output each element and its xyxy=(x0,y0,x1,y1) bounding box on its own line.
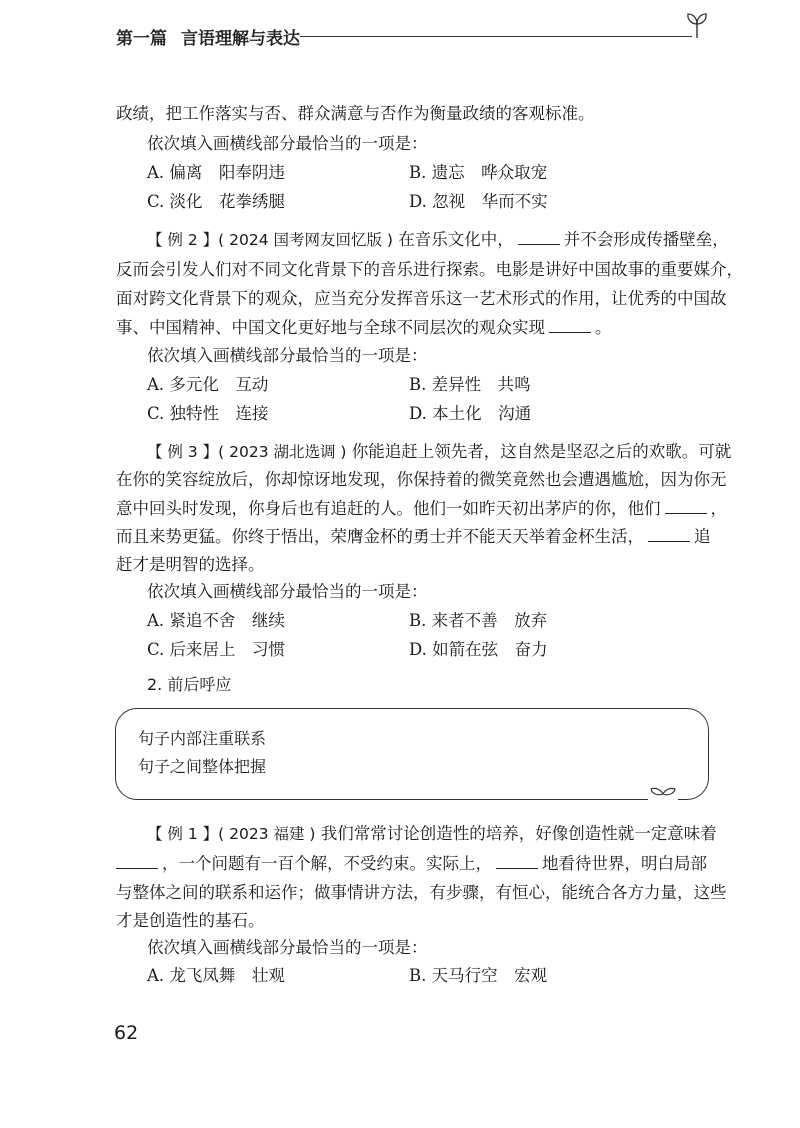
example3-text-e: 追 xyxy=(694,527,711,546)
example2-option-b: B. 差异性 共鸣 xyxy=(409,375,531,394)
example3-option-b: B. 来者不善 放弃 xyxy=(409,611,548,630)
example3-line1 xyxy=(147,442,731,462)
example1-text-b: ，一个问题有一百个解，不受约束。实际上， xyxy=(162,854,492,873)
section-heading: 2. 前后呼应 xyxy=(147,675,232,694)
example1-line4: 才是创造性的基石。 xyxy=(116,911,265,930)
answer-blank xyxy=(665,499,707,514)
example3-line3 xyxy=(116,499,727,519)
example2-text-d: 。 xyxy=(595,318,612,337)
example3-option-c: C. 后来居上 习惯 xyxy=(147,640,286,659)
running-header xyxy=(116,24,300,49)
example1-text-c: 地看待世界，明白局部 xyxy=(542,854,707,873)
answer-blank xyxy=(496,854,538,869)
example3-line4 xyxy=(116,527,711,547)
section-title: 言语理解与表达 xyxy=(181,29,300,49)
example1-option-b: B. 天马行空 宏观 xyxy=(409,966,548,985)
example1-text-a: 我们常常讨论创造性的培养，好像创造性就一定意味着 xyxy=(320,824,717,843)
example3-prompt: 依次填入画横线部分最恰当的一项是： xyxy=(147,582,428,601)
intro-line: 政绩，把工作落实与否、群众满意与否作为衡量政绩的客观标准。 xyxy=(116,104,595,123)
example3-option-a: A. 紧追不舍 继续 xyxy=(147,611,285,630)
sprout-icon xyxy=(680,8,714,42)
chapter-label: 第一篇 xyxy=(116,29,167,49)
intro-prompt: 依次填入画横线部分最恰当的一项是： xyxy=(147,134,428,153)
leaf-icon xyxy=(648,784,678,802)
header-rule xyxy=(300,36,692,37)
example3-tag: 【 例 3 】( 2023 湖北选调 ) xyxy=(147,443,347,461)
answer-blank xyxy=(518,230,560,245)
example2-tag: 【 例 2 】( 2024 国考网友回忆版 ) xyxy=(147,231,393,249)
example2-prompt: 依次填入画横线部分最恰当的一项是： xyxy=(147,346,428,365)
intro-option-d: D. 忽视 华而不实 xyxy=(409,192,548,211)
example3-line5: 赶才是明智的选择。 xyxy=(116,555,265,574)
note-line-1: 句子内部注重联系 xyxy=(138,729,267,748)
example1-prompt: 依次填入画横线部分最恰当的一项是： xyxy=(147,938,428,957)
answer-blank xyxy=(648,527,690,542)
example3-line2: 在你的笑容绽放后，你却惊讶地发现，你保持着的微笑竟然也会遭遇尴尬，因为你无 xyxy=(116,470,727,489)
example3-text-c: ， xyxy=(710,499,727,518)
example2-line2: 反而会引发人们对不同文化背景下的音乐进行探索。电影是讲好中国故事的重要媒介， xyxy=(116,260,743,279)
answer-blank xyxy=(116,854,158,869)
example2-text-a: 在音乐文化中， xyxy=(398,230,514,249)
intro-option-a: A. 偏离 阳奉阴违 xyxy=(147,163,285,182)
example3-text-a: 你能追赶上领先者，这自然是坚忍之后的欢歌。可就 xyxy=(351,442,732,461)
page-number: 62 xyxy=(114,1022,139,1044)
example1-line1 xyxy=(147,824,717,844)
example3-text-b: 意中回头时发现，你身后也有追赶的人。他们一如昨天初出茅庐的你，他们 xyxy=(116,499,661,518)
example1-line3: 与整体之间的联系和运作；做事情讲方法，有步骤，有恒心，能统合各方力量，这些 xyxy=(116,883,727,902)
example2-option-c: C. 独特性 连接 xyxy=(147,404,269,423)
example2-line4 xyxy=(116,318,612,338)
example2-line3: 面对跨文化背景下的观众，应当充分发挥音乐这一艺术形式的作用，让优秀的中国故 xyxy=(116,289,727,308)
example3-option-d: D. 如箭在弦 奋力 xyxy=(409,640,548,659)
example3-text-d: 而且来势更猛。你终于悟出，荣膺金杯的勇士并不能天天举着金杯生活， xyxy=(116,527,644,546)
example2-line1 xyxy=(147,230,729,250)
note-line-2: 句子之间整体把握 xyxy=(138,757,267,776)
example1-option-a: A. 龙飞凤舞 壮观 xyxy=(147,966,285,985)
answer-blank xyxy=(549,318,591,333)
example1-tag: 【 例 1 】( 2023 福建 ) xyxy=(147,825,316,843)
intro-option-c: C. 淡化 花拳绣腿 xyxy=(147,192,286,211)
example1-line2 xyxy=(116,854,707,874)
example2-option-d: D. 本土化 沟通 xyxy=(409,404,532,423)
example2-text-c: 事、中国精神、中国文化更好地与全球不同层次的观众实现 xyxy=(116,318,545,337)
example2-text-b: 并不会形成传播壁垒， xyxy=(563,230,729,249)
example2-option-a: A. 多元化 互动 xyxy=(147,375,269,394)
intro-option-b: B. 遗忘 哗众取宠 xyxy=(409,163,548,182)
